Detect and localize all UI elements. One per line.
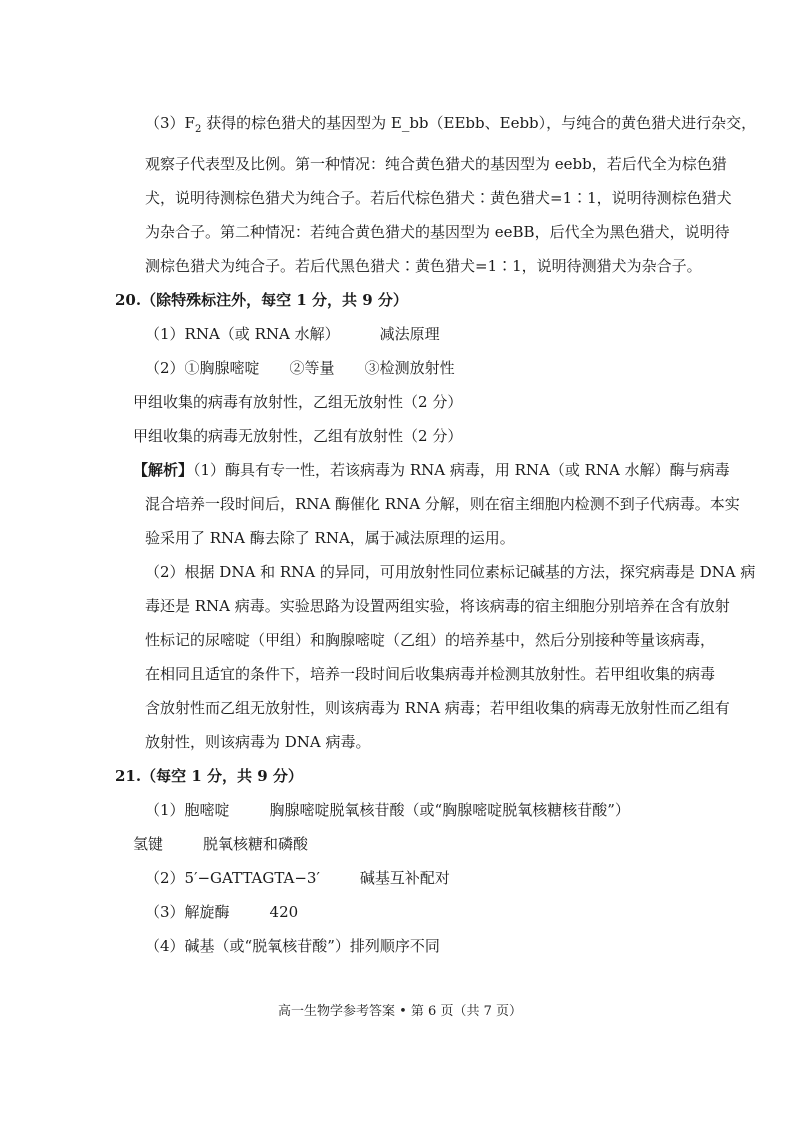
q21-a1-l2-right: 脱氧核糖和磷酸 bbox=[203, 835, 309, 853]
q20-analysis-line8: 含放射性而乙组无放射性，则该病毒为 RNA 病毒；若甲组收集的病毒无放射性而乙组有 bbox=[145, 699, 730, 717]
q19-part3-line4: 为杂合子。第二种情况：若纯合黄色猎犬的基因型为 eeBB，后代全为黑色猎犬，说明待 bbox=[145, 223, 730, 241]
q20-answer-2-line2: 甲组收集的病毒有放射性，乙组无放射性（2 分） bbox=[133, 393, 463, 411]
q20-analysis-line9: 放射性，则该病毒为 DNA 病毒。 bbox=[145, 733, 371, 751]
q20-analysis-line4: （2）根据 DNA 和 RNA 的异同，可用放射性同位素标记碱基的方法，探究病毒是 DNA 病 bbox=[145, 563, 756, 581]
q20-answer-1 bbox=[115, 317, 710, 351]
q20-a1-right: 减法原理 bbox=[379, 325, 440, 343]
q19-part3-line5: 测棕色猎犬为纯合子。若后代黑色猎犬∶黄色猎犬=1∶1，说明待测猎犬为杂合子。 bbox=[145, 257, 702, 275]
q19-part3-line1 bbox=[115, 106, 757, 147]
q20-analysis-line5: 毒还是 RNA 病毒。实验思路为设置两组实验，将该病毒的宿主细胞分别培养在含有放射 bbox=[145, 597, 730, 615]
q20-analysis-line1 bbox=[115, 453, 730, 487]
q21-a1-l2-left: 氢键 bbox=[133, 835, 164, 853]
q20-analysis-line2: 混合培养一段时间后，RNA 酶催化 RNA 分解，则在宿主细胞内检测不到子代病毒。本实 bbox=[145, 495, 740, 513]
q19-part3-line2: 观察子代表型及比例。第一种情况：纯合黄色猎犬的基因型为 eebb，若后代全为棕色猎 bbox=[145, 155, 727, 173]
q21-a3-left: （3）解旋酶 bbox=[145, 903, 230, 921]
q21-answer-1 bbox=[115, 793, 710, 827]
q19-part3-prefix: （3）F bbox=[145, 114, 195, 132]
q20-analysis-line3: 验采用了 RNA 酶去除了 RNA，属于减法原理的运用。 bbox=[145, 529, 515, 547]
q20-a2-part3: ③检测放射性 bbox=[364, 359, 455, 377]
q20-a1-left: （1）RNA（或 RNA 水解） bbox=[145, 325, 340, 343]
q21-a1-left: （1）胞嘧啶 bbox=[145, 801, 230, 819]
q21-a2-right: 碱基互补配对 bbox=[359, 869, 450, 887]
q21-a1-right: 胸腺嘧啶脱氧核苷酸（或“胸腺嘧啶脱氧核糖核苷酸”） bbox=[269, 801, 630, 819]
q21-a2-left: （2）5′−GATTAGTA−3′ bbox=[145, 869, 320, 887]
analysis-tag: 【解析】 bbox=[133, 461, 194, 479]
q19-part3-line3: 犬，说明待测棕色猎犬为纯合子。若后代棕色猎犬∶黄色猎犬=1∶1，说明待测棕色猎犬 bbox=[145, 189, 732, 207]
q20-header: 20.（除特殊标注外，每空 1 分，共 9 分） bbox=[115, 291, 408, 309]
q21-answer-2 bbox=[115, 861, 710, 895]
f2-subscript: 2 bbox=[194, 124, 202, 135]
q20-analysis-l1-text: （1）酶具有专一性，若该病毒为 RNA 病毒，用 RNA（或 RNA 水解）酶与病毒 bbox=[193, 461, 730, 479]
q20-a2-part1: （2）①胸腺嘧啶 bbox=[145, 359, 260, 377]
q20-analysis-line6: 性标记的尿嘧啶（甲组）和胸腺嘧啶（乙组）的培养基中，然后分别接种等量该病毒， bbox=[145, 631, 716, 649]
q20-a2-part2: ②等量 bbox=[289, 359, 335, 377]
q21-answer-1-line2 bbox=[115, 827, 710, 861]
q20-analysis-line7: 在相同且适宜的条件下，培养一段时间后收集病毒并检测其放射性。若甲组收集的病毒 bbox=[145, 665, 716, 683]
q20-answer-2-line3: 甲组收集的病毒无放射性，乙组有放射性（2 分） bbox=[133, 427, 463, 445]
q19-part3-line1-text: 获得的棕色猎犬的基因型为 E_bb（EEbb、Eebb），与纯合的黄色猎犬进行杂交， bbox=[201, 114, 757, 132]
q20-answer-2 bbox=[115, 351, 710, 385]
q21-answer-3 bbox=[115, 895, 710, 929]
q21-answer-4: （4）碱基（或“脱氧核苷酸”）排列顺序不同 bbox=[145, 937, 440, 955]
page-footer: 高一生物学参考答案 • 第 6 页（共 7 页） bbox=[277, 1004, 522, 1019]
q21-header: 21.（每空 1 分，共 9 分） bbox=[115, 767, 303, 785]
q21-a3-right: 420 bbox=[269, 903, 299, 921]
